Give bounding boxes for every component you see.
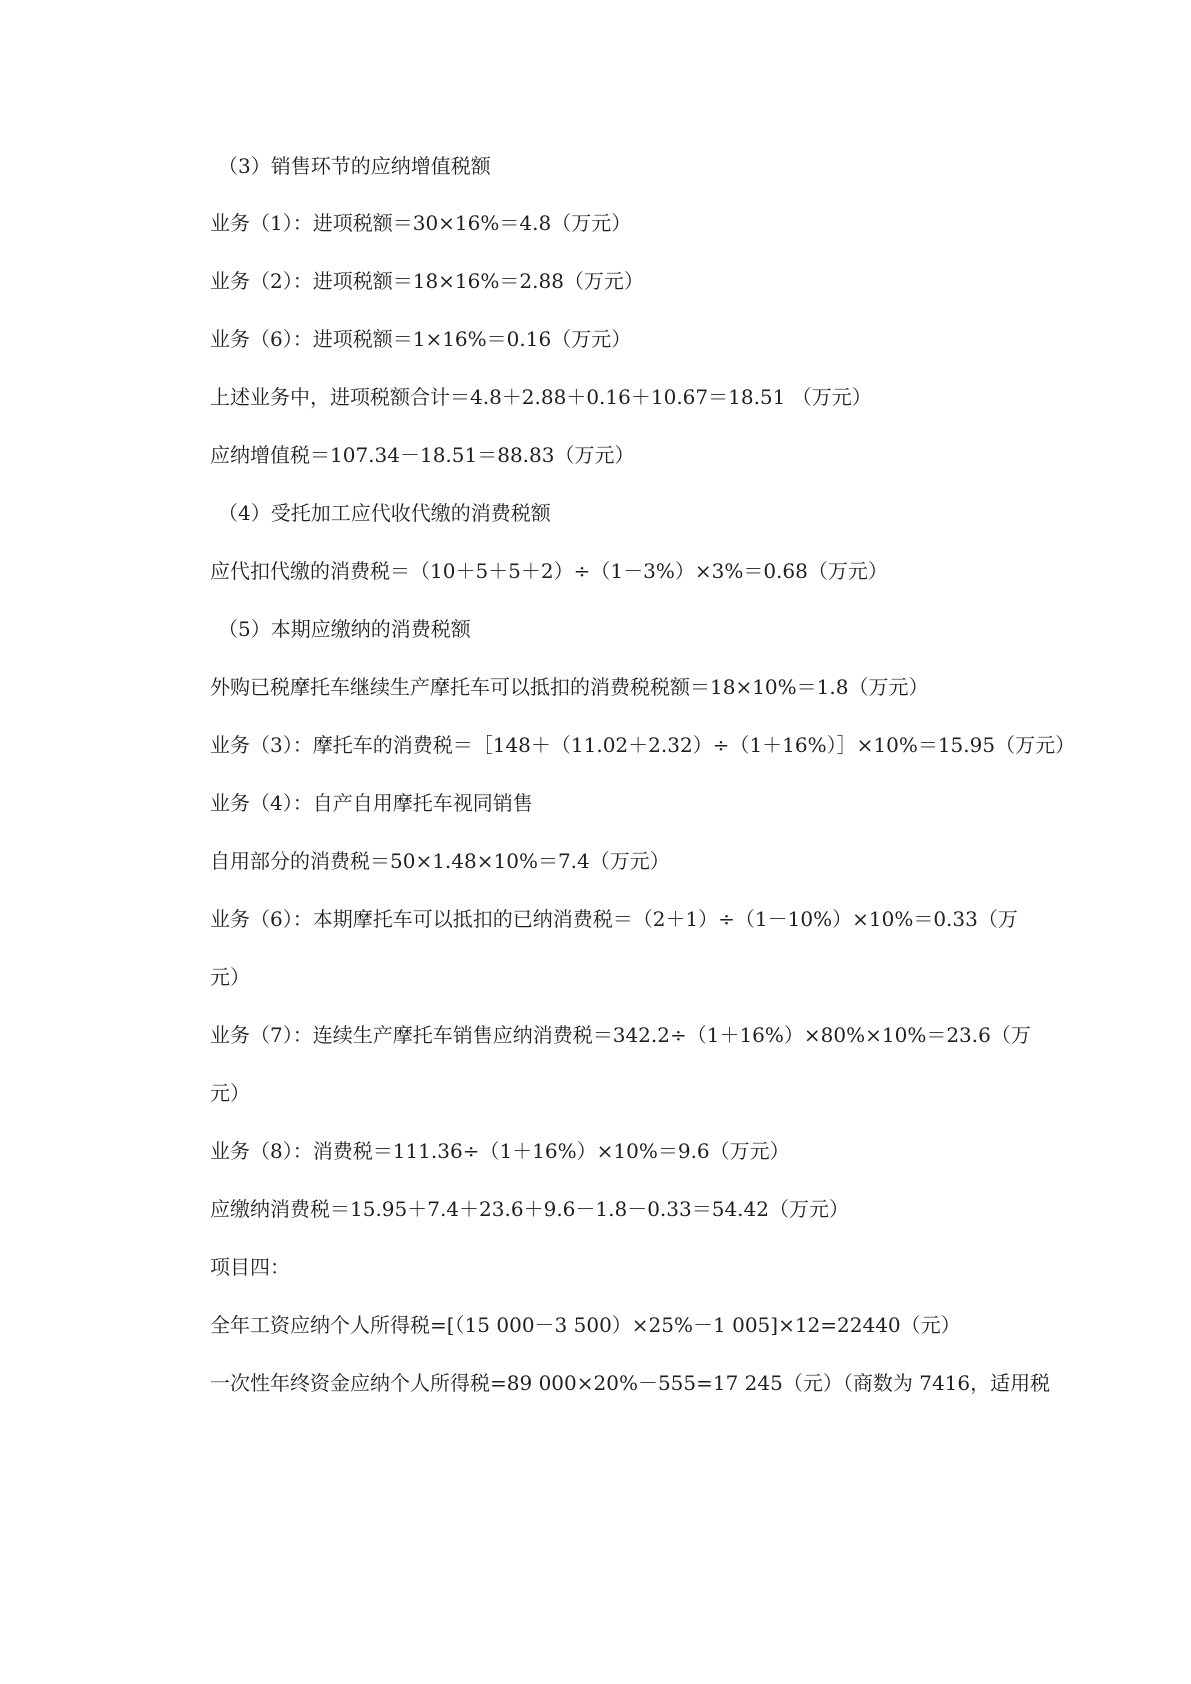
text-line: 业务（8）：消费税＝111.36÷（1＋16%）×10%＝9.6（万元） bbox=[210, 1139, 790, 1163]
section-heading-vat-sales: （3）销售环节的应纳增值税额 bbox=[218, 154, 491, 178]
text-line: 应代扣代缴的消费税＝（10＋5＋5＋2）÷（1－3%）×3%＝0.68（万元） bbox=[210, 559, 888, 583]
section-heading-project-four: 项目四： bbox=[210, 1255, 290, 1279]
text-line: 一次性年终资金应纳个人所得税=89 000×20%－555=17 245（元）（商数为 7416，适用税 bbox=[210, 1371, 1051, 1395]
text-line: 业务（1）：进项税额＝30×16%＝4.8（万元） bbox=[210, 211, 632, 235]
text-line: 应缴纳消费税＝15.95＋7.4＋23.6＋9.6－1.8－0.33＝54.42（万元） bbox=[210, 1197, 849, 1221]
text-line: 业务（7）：连续生产摩托车销售应纳消费税＝342.2÷（1＋16%）×80%×10%＝23.6（万 bbox=[210, 1023, 1031, 1047]
text-line: 应纳增值税＝107.34－18.51＝88.83（万元） bbox=[210, 443, 635, 467]
text-line: 上述业务中，进项税额合计＝4.8＋2.88＋0.16＋10.67＝18.51 （万元） bbox=[210, 385, 872, 409]
section-heading-entrusted-processing: （4）受托加工应代收代缴的消费税额 bbox=[218, 501, 551, 525]
text-line: 业务（6）：进项税额＝1×16%＝0.16（万元） bbox=[210, 327, 632, 351]
text-line: 外购已税摩托车继续生产摩托车可以抵扣的消费税税额＝18×10%＝1.8（万元） bbox=[210, 675, 929, 699]
text-line: 业务（4）：自产自用摩托车视同销售 bbox=[210, 791, 533, 815]
text-line: 自用部分的消费税＝50×1.48×10%＝7.4（万元） bbox=[210, 849, 670, 873]
text-line: 业务（2）：进项税额＝18×16%＝2.88（万元） bbox=[210, 269, 644, 293]
section-heading-consumption-tax: （5）本期应缴纳的消费税额 bbox=[218, 617, 471, 641]
text-line-continuation: 元） bbox=[210, 965, 250, 989]
text-line: 全年工资应纳个人所得税=[（15 000－3 500）×25%－1 005]×12=22440（元） bbox=[210, 1313, 961, 1337]
text-line: 业务（6）：本期摩托车可以抵扣的已纳消费税＝（2＋1）÷（1－10%）×10%＝0.33（万 bbox=[210, 907, 1018, 931]
text-line-continuation: 元） bbox=[210, 1081, 250, 1105]
text-line: 业务（3）：摩托车的消费税＝［148＋（11.02＋2.32）÷（1＋16%）］×10%＝15.95（万元） bbox=[210, 733, 1076, 757]
